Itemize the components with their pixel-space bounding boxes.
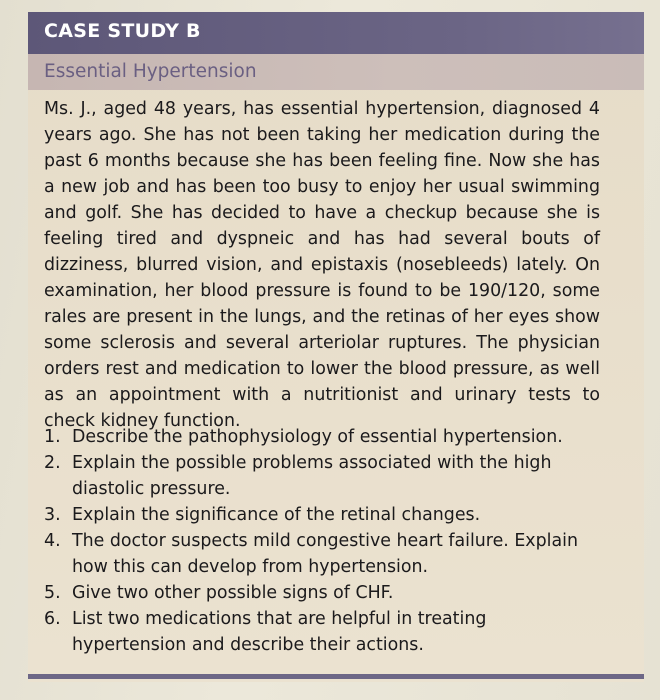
question-number: 4. bbox=[44, 531, 61, 551]
case-study-subheader bbox=[28, 54, 644, 90]
question-item bbox=[44, 528, 604, 580]
question-number: 1. bbox=[44, 427, 61, 447]
case-description: Ms. J., aged 48 years, has essential hypertension, diagnosed 4 years ago. She has not been taking her medication during the past 6 months because she has been feeling fine. Now she has a new job and has been too busy to enjoy her usual swimming and golf. She has decided to have a checkup because she is feeling tired and dyspneic and has had several bouts of dizziness, blurred vision, and epistaxis (nosebleeds) lately. On examination, her blood pressure is found to be 190/120, some rales are present in the lungs, and the retinas of her eyes show some sclerosis and several arteriolar ruptures. The physician orders rest and medication to lower the blood pressure, as well as an appointment with a nutritionist and urinary tests to check kidney function. bbox=[44, 99, 600, 431]
question-text: Explain the possible problems associated with the high diastolic pressure. bbox=[72, 453, 552, 499]
case-study-header bbox=[28, 12, 644, 54]
question-number: 3. bbox=[44, 505, 61, 525]
question-text: The doctor suspects mild congestive heart failure. Explain how this can develop from hypertension. bbox=[72, 531, 578, 577]
question-number: 5. bbox=[44, 583, 61, 603]
case-study-title: CASE STUDY B bbox=[44, 20, 201, 42]
question-number: 2. bbox=[44, 453, 61, 473]
question-list bbox=[44, 424, 604, 658]
question-number: 6. bbox=[44, 609, 61, 629]
case-study-subtitle: Essential Hypertension bbox=[44, 61, 257, 82]
question-text: Describe the pathophysiology of essential hypertension. bbox=[72, 427, 563, 447]
question-item bbox=[44, 502, 604, 528]
question-text: Explain the significance of the retinal changes. bbox=[72, 505, 481, 525]
question-text: List two medications that are helpful in treating hypertension and describe their actions. bbox=[72, 609, 487, 655]
question-item bbox=[44, 580, 604, 606]
question-item bbox=[44, 606, 604, 658]
question-item bbox=[44, 450, 604, 502]
question-text: Give two other possible signs of CHF. bbox=[72, 583, 394, 603]
bottom-divider bbox=[28, 674, 644, 679]
question-item bbox=[44, 424, 604, 450]
